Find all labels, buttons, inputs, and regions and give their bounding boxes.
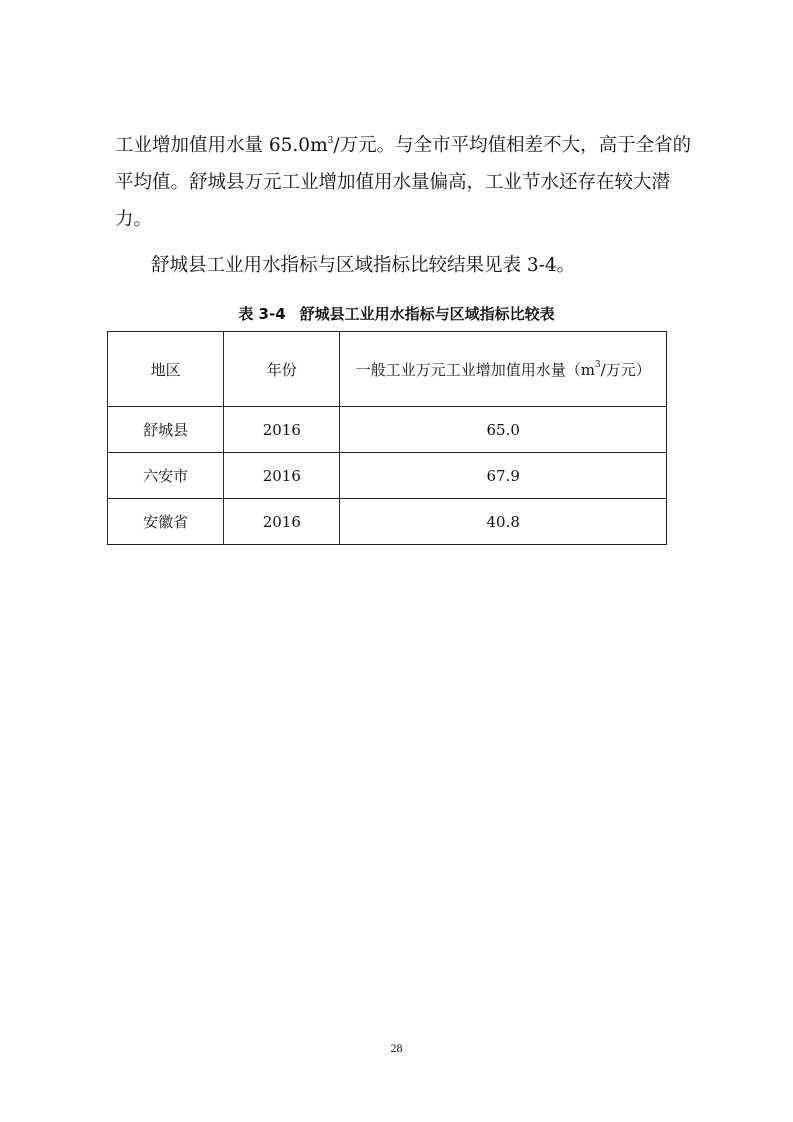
cell-year: 2016 xyxy=(224,407,340,453)
table-row xyxy=(108,499,667,545)
header-metric: 一般工业万元工业增加值用水量（$m^3/$万元） xyxy=(340,332,667,407)
superscript-3: 3 xyxy=(594,359,601,370)
comparison-table xyxy=(107,331,667,545)
cell-value: 67.9 xyxy=(340,453,667,499)
cell-year: 2016 xyxy=(224,453,340,499)
table-header-row xyxy=(108,332,667,407)
cell-value: 40.8 xyxy=(340,499,667,545)
table-row xyxy=(108,407,667,453)
table-caption-number: 表 3-4 xyxy=(238,305,286,323)
paragraph-industrial-water-use xyxy=(115,128,692,239)
table-caption-title: 舒城县工业用水指标与区域指标比较表 xyxy=(299,305,555,323)
cell-year: 2016 xyxy=(224,499,340,545)
cell-value: 65.0 xyxy=(340,407,667,453)
cell-region: 安徽省 xyxy=(108,499,224,545)
table-row xyxy=(108,453,667,499)
cell-region: 舒城县 xyxy=(108,407,224,453)
cell-region: 六安市 xyxy=(108,453,224,499)
header-year: 年份 xyxy=(224,332,340,407)
superscript-3: 3 xyxy=(327,136,334,146)
header-region: 地区 xyxy=(108,332,224,407)
page-number: 28 xyxy=(390,1041,403,1055)
paragraph1-line2: 平均值。舒城县万元工业增加值用水量偏高，工业节水还存在较大潜 xyxy=(115,172,671,193)
table-caption xyxy=(0,303,793,325)
paragraph-table-reference: 舒城县工业用水指标与区域指标比较结果见表 3-4。 xyxy=(151,255,576,276)
paragraph1-line1: 工业增加值用水量 $65.0m^3/$万元。与全市平均值相差不大，高于全省的 xyxy=(115,135,692,156)
paragraph1-line3: 力。 xyxy=(115,209,153,230)
